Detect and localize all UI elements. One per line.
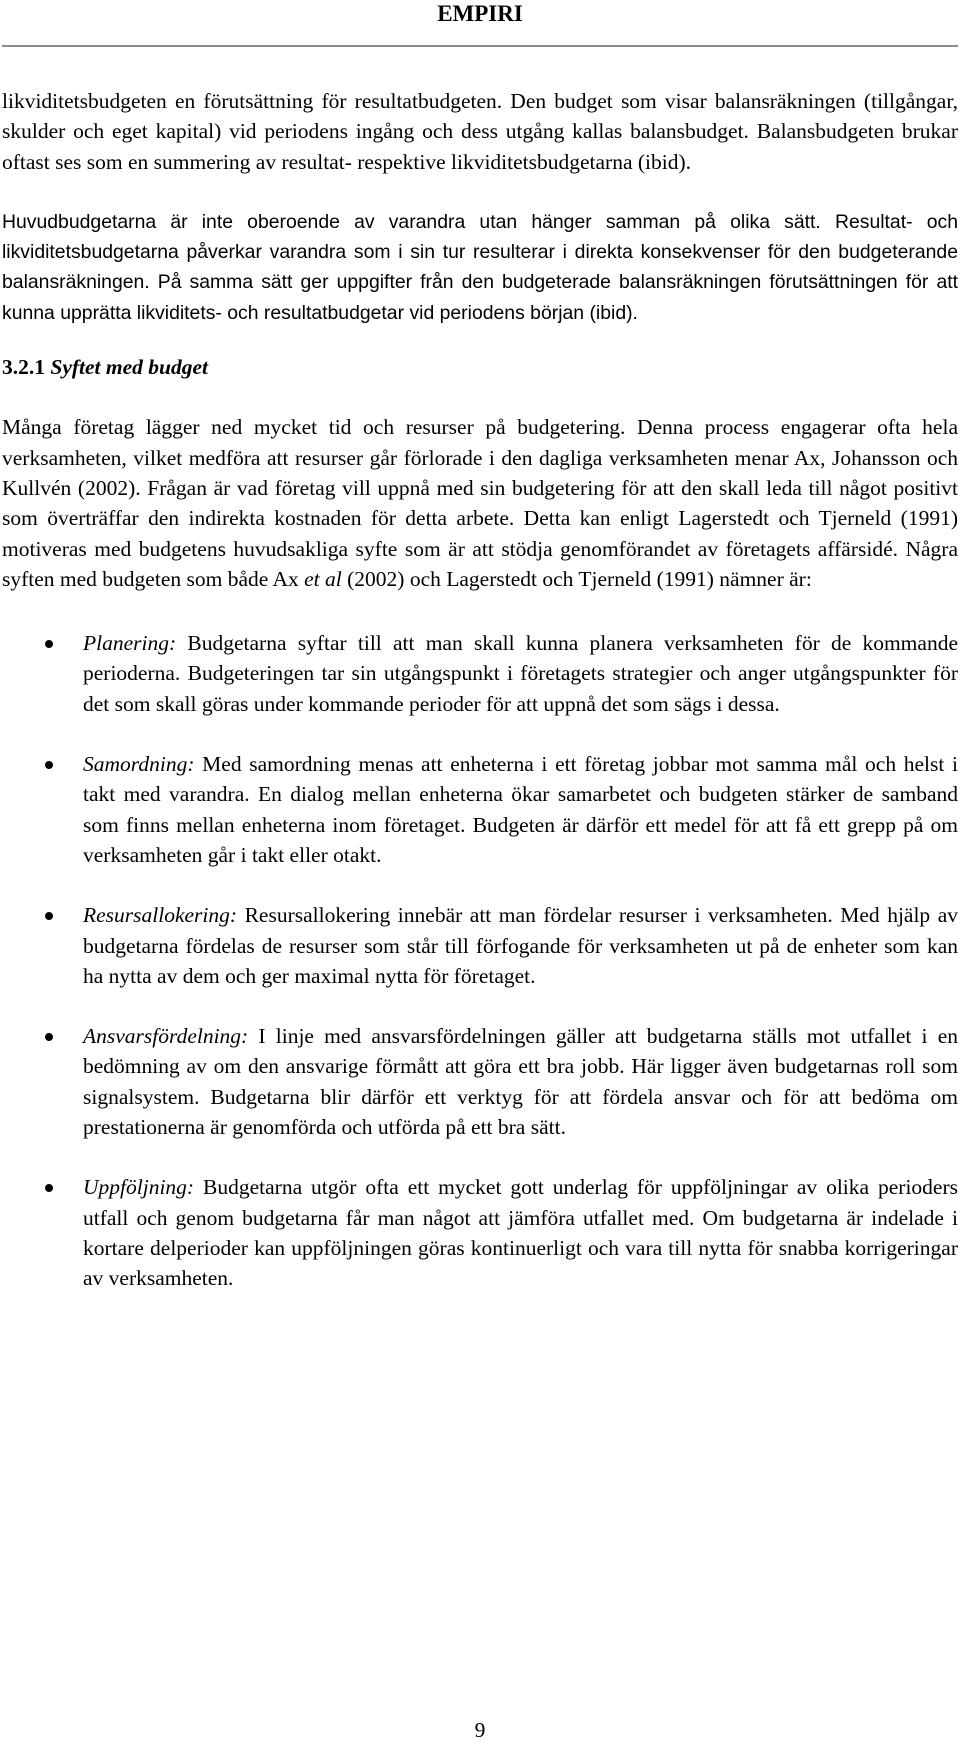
document-body: [2, 86, 958, 1324]
section-heading: [2, 352, 958, 382]
list-item-text: [83, 1172, 958, 1293]
list-item-term: Ansvarsfördelning:: [83, 1024, 249, 1049]
list-item-uppfoljning: [2, 1172, 958, 1293]
running-header-title: EMPIRI: [437, 1, 523, 26]
list-item-term: Samordning:: [83, 752, 195, 777]
list-item-term: Resursallokering:: [83, 903, 238, 928]
section-number: 3.2.1: [2, 355, 45, 380]
page-number: 9: [474, 1718, 486, 1742]
list-item-text: [83, 749, 958, 870]
paragraph-main-budgets: Huvudbudgetarna är inte oberoende av varandra utan hänger samman på olika sätt. Resultat- och likviditetsbudgetarna påverkar varandra som i sin tur resulterar i direkta konsekvenser för den budgeterande balansräkningen. På samma sätt ger uppgifter från den budgeterade balansräkningen förutsättningen för att kunna upprätta likviditets- och resultatbudgetar vid periodens början (ibid).: [2, 210, 958, 324]
list-item-description: Budgetarna utgör ofta ett mycket gott underlag för uppföljningar av olika perioders utfall och genom budgetarna får man något att jämföra utfallet med. Om budgetarna är indelade i kortare delperioder kan uppföljningen göras kontinuerligt och vara till nytta för snabba korrigeringar av verksamheten.: [83, 1175, 958, 1291]
list-item-description: Resursallokering innebär att man fördelar resurser i verksamheten. Med hjälp av budgetarna fördelas de resurser som står till förfogande för verksamheten ut på de enheter som kan ha nytta av dem och ger maximal nytta för företaget.: [83, 903, 958, 988]
section-title: Syftet med budget: [50, 355, 209, 380]
list-item-term: Planering:: [83, 631, 177, 656]
list-item-planering: [2, 628, 958, 719]
paragraph-budget-purpose: [2, 412, 958, 594]
header-divider: [2, 45, 958, 47]
paragraph-text: Många företag lägger ned mycket tid och resurser på budgetering. Denna process engagerar ofta hela verksamheten, vilket medföra att resurser går förlorade i den dagliga verksamheten menar Ax, Johansson och Kullvén (2002). Frågan är vad företag vill uppnå med sin budgetering för att den skall leda till något positivt som överträffar den indirekta kostnaden för detta arbete. Detta kan enligt Lagerstedt och Tjerneld (1991) motiveras med budgetens huvudsakliga syfte som är att stödja genomförandet av företagets affärsidé. Några syften med budgeten som både Ax: [2, 415, 958, 591]
list-item-term: Uppföljning:: [83, 1175, 195, 1200]
list-item-text: [83, 900, 958, 991]
italic-phrase: et al: [304, 566, 342, 591]
bullet-icon: [45, 1033, 53, 1041]
list-item-resursallokering: [2, 900, 958, 991]
bullet-icon: [45, 912, 53, 920]
list-item-samordning: [2, 749, 958, 870]
list-item-description: Budgetarna syftar till att man skall kunna planera verksamheten för de kommande perioderna. Budgeteringen tar sin utgångspunkt i företagets strategier och anger utgångspunkter för det som skall göras under kommande perioder för att uppnå det som sägs i dessa.: [83, 631, 958, 716]
page-header: [0, 0, 960, 50]
purpose-list: [2, 628, 958, 1293]
list-item-text: [83, 1021, 958, 1142]
paragraph-text: (2002) och Lagerstedt och Tjerneld (1991) nämner är:: [341, 566, 812, 591]
bullet-icon: [45, 761, 53, 769]
bullet-icon: [45, 1184, 53, 1192]
bullet-icon: [45, 640, 53, 648]
list-item-description: I linje med ansvarsfördelningen gäller att budgetarna ställs mot utfallet i en bedömning av om den ansvarige förmått att göra ett bra jobb. Här ligger även budgetarnas roll som signalsystem. Budgetarna blir därför ett verktyg för att fördela ansvar och för att bedöma om prestationerna är genomförda och utförda på ett bra sätt.: [83, 1024, 958, 1140]
list-item-ansvarsfordelning: [2, 1021, 958, 1142]
paragraph-balance-budget: likviditetsbudgeten en förutsättning för resultatbudgeten. Den budget som visar balansräkningen (tillgångar, skulder och eget kapital) vid periodens ingång och dess utgång kallas balansbudget. Balansbudgeten brukar oftast ses som en summering av resultat- respektive likviditetsbudgetarna (ibid).: [2, 89, 958, 174]
list-item-text: [83, 628, 958, 719]
list-item-description: Med samordning menas att enheterna i ett företag jobbar mot samma mål och helst i takt med varandra. En dialog mellan enheterna ökar samarbetet och budgeten stärker de samband som finns mellan enheterna inom företaget. Budgeten är därför ett medel för att få ett grepp på om verksamheten går i takt eller otakt.: [83, 752, 958, 867]
